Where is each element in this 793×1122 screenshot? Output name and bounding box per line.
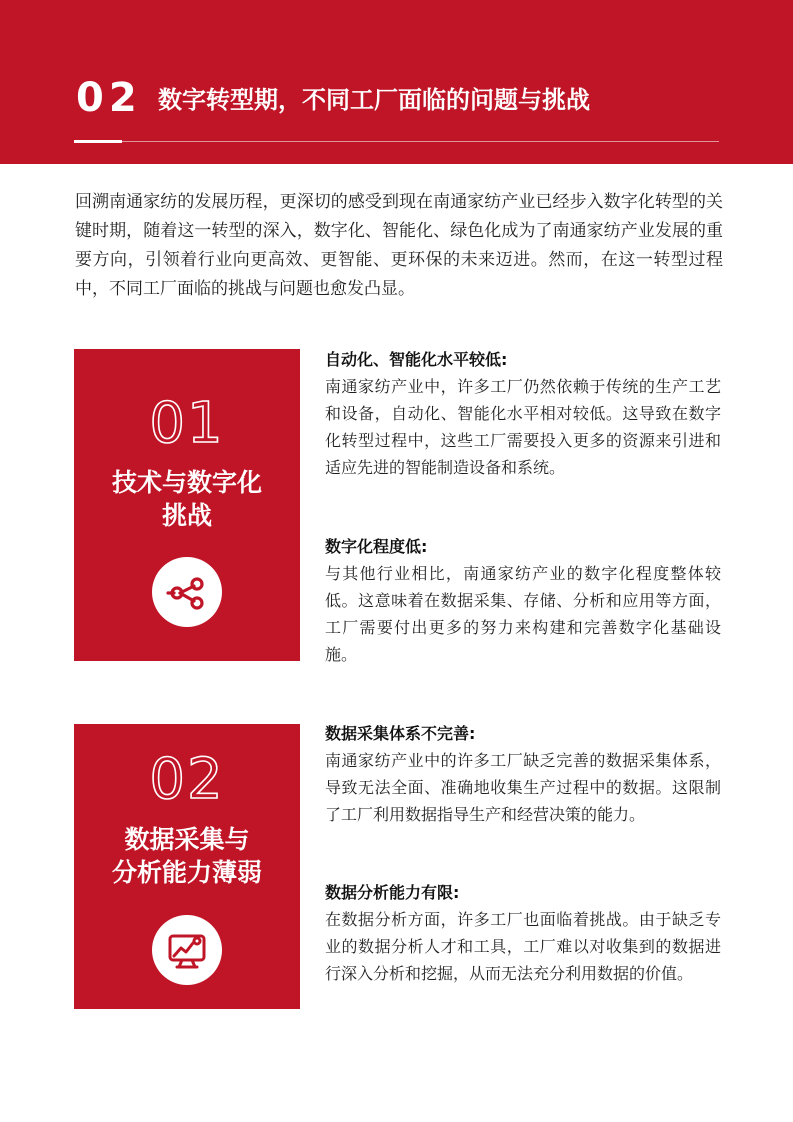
card-title-line1: 技术与数字化 [111,468,262,497]
challenge-card-1 [74,349,300,661]
header-divider [74,141,719,142]
item-body: 与其他行业相比，南通家纺产业的数字化程度整体较低。这意味着在数据采集、存储、分析和应用等方面，工厂需要付出更多的努力来构建和完善数字化基础设施。 [325,564,721,664]
card-title-line2: 分析能力薄弱 [111,858,262,887]
page-title: 数字转型期，不同工厂面临的问题与挑战 [158,86,590,114]
card-number: 02 [149,747,225,812]
item-body: 南通家纺产业中的许多工厂缺乏完善的数据采集体系，导致无法全面、准确地收集生产过程中的数据。这限制了工厂利用数据指导生产和经营决策的能力。 [325,751,721,824]
card-title-line1: 数据采集与 [124,825,250,854]
challenge-card-2 [74,724,300,1009]
section-number: 02 [76,75,142,121]
intro-paragraph: 回溯南通家纺的发展历程，更深切的感受到现在南通家纺产业已经步入数字化转型的关键时期，随着这一转型的深入，数字化、智能化、绿色化成为了南通家纺产业发展的重要方向，引领着行业向更高效、更智能、更环保的未来迈进。然而，在这一转型过程中，不同工厂面临的挑战与问题也愈发凸显。 [75,192,723,299]
header-band [0,0,793,164]
challenge-block-1 [325,347,721,481]
item-heading: 数据分析能力有限: [325,883,460,902]
item-body: 南通家纺产业中，许多工厂仍然依赖于传统的生产工艺和设备，自动化、智能化水平相对较低。这导致在数字化转型过程中，这些工厂需要投入更多的资源来引进和适应先进的智能制造设备和系统。 [325,377,721,477]
item-heading: 数据采集体系不完善: [325,724,476,743]
challenge-block-3 [325,721,721,828]
card-number: 01 [149,391,225,456]
challenge-block-2 [325,534,721,668]
item-heading: 数字化程度低: [325,537,428,556]
item-body: 在数据分析方面，许多工厂也面临着挑战。由于缺乏专业的数据分析人才和工具，工厂难以对收集到的数据进行深入分析和挖掘，从而无法充分利用数据的价值。 [325,910,721,983]
challenge-block-4 [325,880,721,987]
item-heading: 自动化、智能化水平较低: [325,350,508,369]
header-divider-accent [74,140,122,143]
analytics-monitor-icon [152,915,222,985]
card-title-line2: 挑战 [161,501,212,530]
share-nodes-icon [152,557,222,627]
